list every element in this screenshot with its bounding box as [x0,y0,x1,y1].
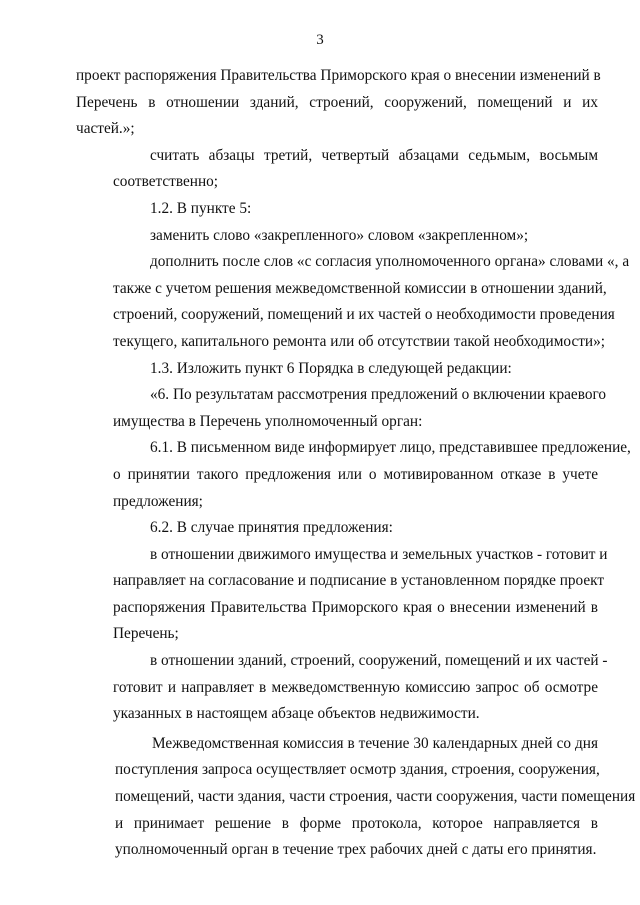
text-line: «6. По результатам рассмотрения предложений о включении краевого [150,386,607,404]
text-line: в отношении движимого имущества и земельных участков - готовит и [150,545,608,563]
text-line: указанных в настоящем абзаце объектов недвижимости. [113,705,480,723]
text-line: Перечень в отношении зданий, строений, сооружений, помещений и их [76,93,598,111]
paragraph [76,382,607,435]
text-line: Межведомственная комиссия в течение 30 календарных дней со дня [152,734,598,752]
text-line: проект распоряжения Правительства Приморского края о внесении изменений в [76,67,601,84]
text-line: заменить слово «закрепленного» словом «закрепленном»; [150,226,529,244]
paragraph [76,515,598,542]
text-line: уполномоченный орган в течение трех рабочих дней с даты его принятия. [115,841,597,859]
text-line: помещений, части здания, части строения, части сооружения, части помещения [115,788,636,806]
text-line: и принимает решение в форме протокола, которое направляется в [115,814,598,832]
paragraph [76,435,631,515]
text-line: также с учетом решения межведомственной комиссии в отношении зданий, [113,279,607,297]
text-line: считать абзацы третий, четвертый абзацами седьмым, восьмым [150,146,598,164]
paragraph [76,63,601,143]
text-line: 6.1. В письменном виде информирует лицо, представившее предложение, [150,439,631,457]
text-line: готовит и направляет в межведомственную комиссию запрос об осмотре [113,678,598,696]
paragraph [76,542,608,648]
text-line: распоряжения Правительства Приморского края о внесении изменений в [113,598,598,616]
page-number: 3 [316,32,324,48]
paragraph [76,196,598,223]
paragraph [76,223,598,250]
text-line: в отношении зданий, строений, сооружений, помещений и их частей - [150,652,608,670]
paragraph [76,356,598,383]
text-line: текущего, капитального ремонта или об отсутствии такой необходимости»; [113,332,606,350]
text-line: предложения; [113,492,203,510]
text-line: поступления запроса осуществляет осмотр здания, строения, сооружения, [115,761,600,779]
text-line: о принятии такого предложения или о мотивированном отказе в учете [113,465,598,483]
text-line: Перечень; [113,625,179,643]
text-line: частей.»; [76,120,135,138]
text-line: 1.3. Изложить пункт 6 Порядка в следующей редакции: [150,359,512,377]
text-line: имущества в Перечень уполномоченный орган: [113,412,423,430]
text-line: соответственно; [113,173,219,191]
text-line: строений, сооружений, помещений и их частей о необходимости проведения [113,306,615,324]
text-line: дополнить после слов «с согласия уполномоченного органа» словами «, а [150,253,630,271]
document-body [76,63,636,864]
text-line: направляет на согласование и подписание в установленном порядке проект [113,572,605,590]
text-line: 6.2. В случае принятия предложения: [150,519,393,537]
paragraph [76,143,598,196]
text-line: 1.2. В пункте 5: [150,199,252,217]
paragraph [76,731,636,864]
paragraph [76,249,630,355]
paragraph [76,648,608,728]
